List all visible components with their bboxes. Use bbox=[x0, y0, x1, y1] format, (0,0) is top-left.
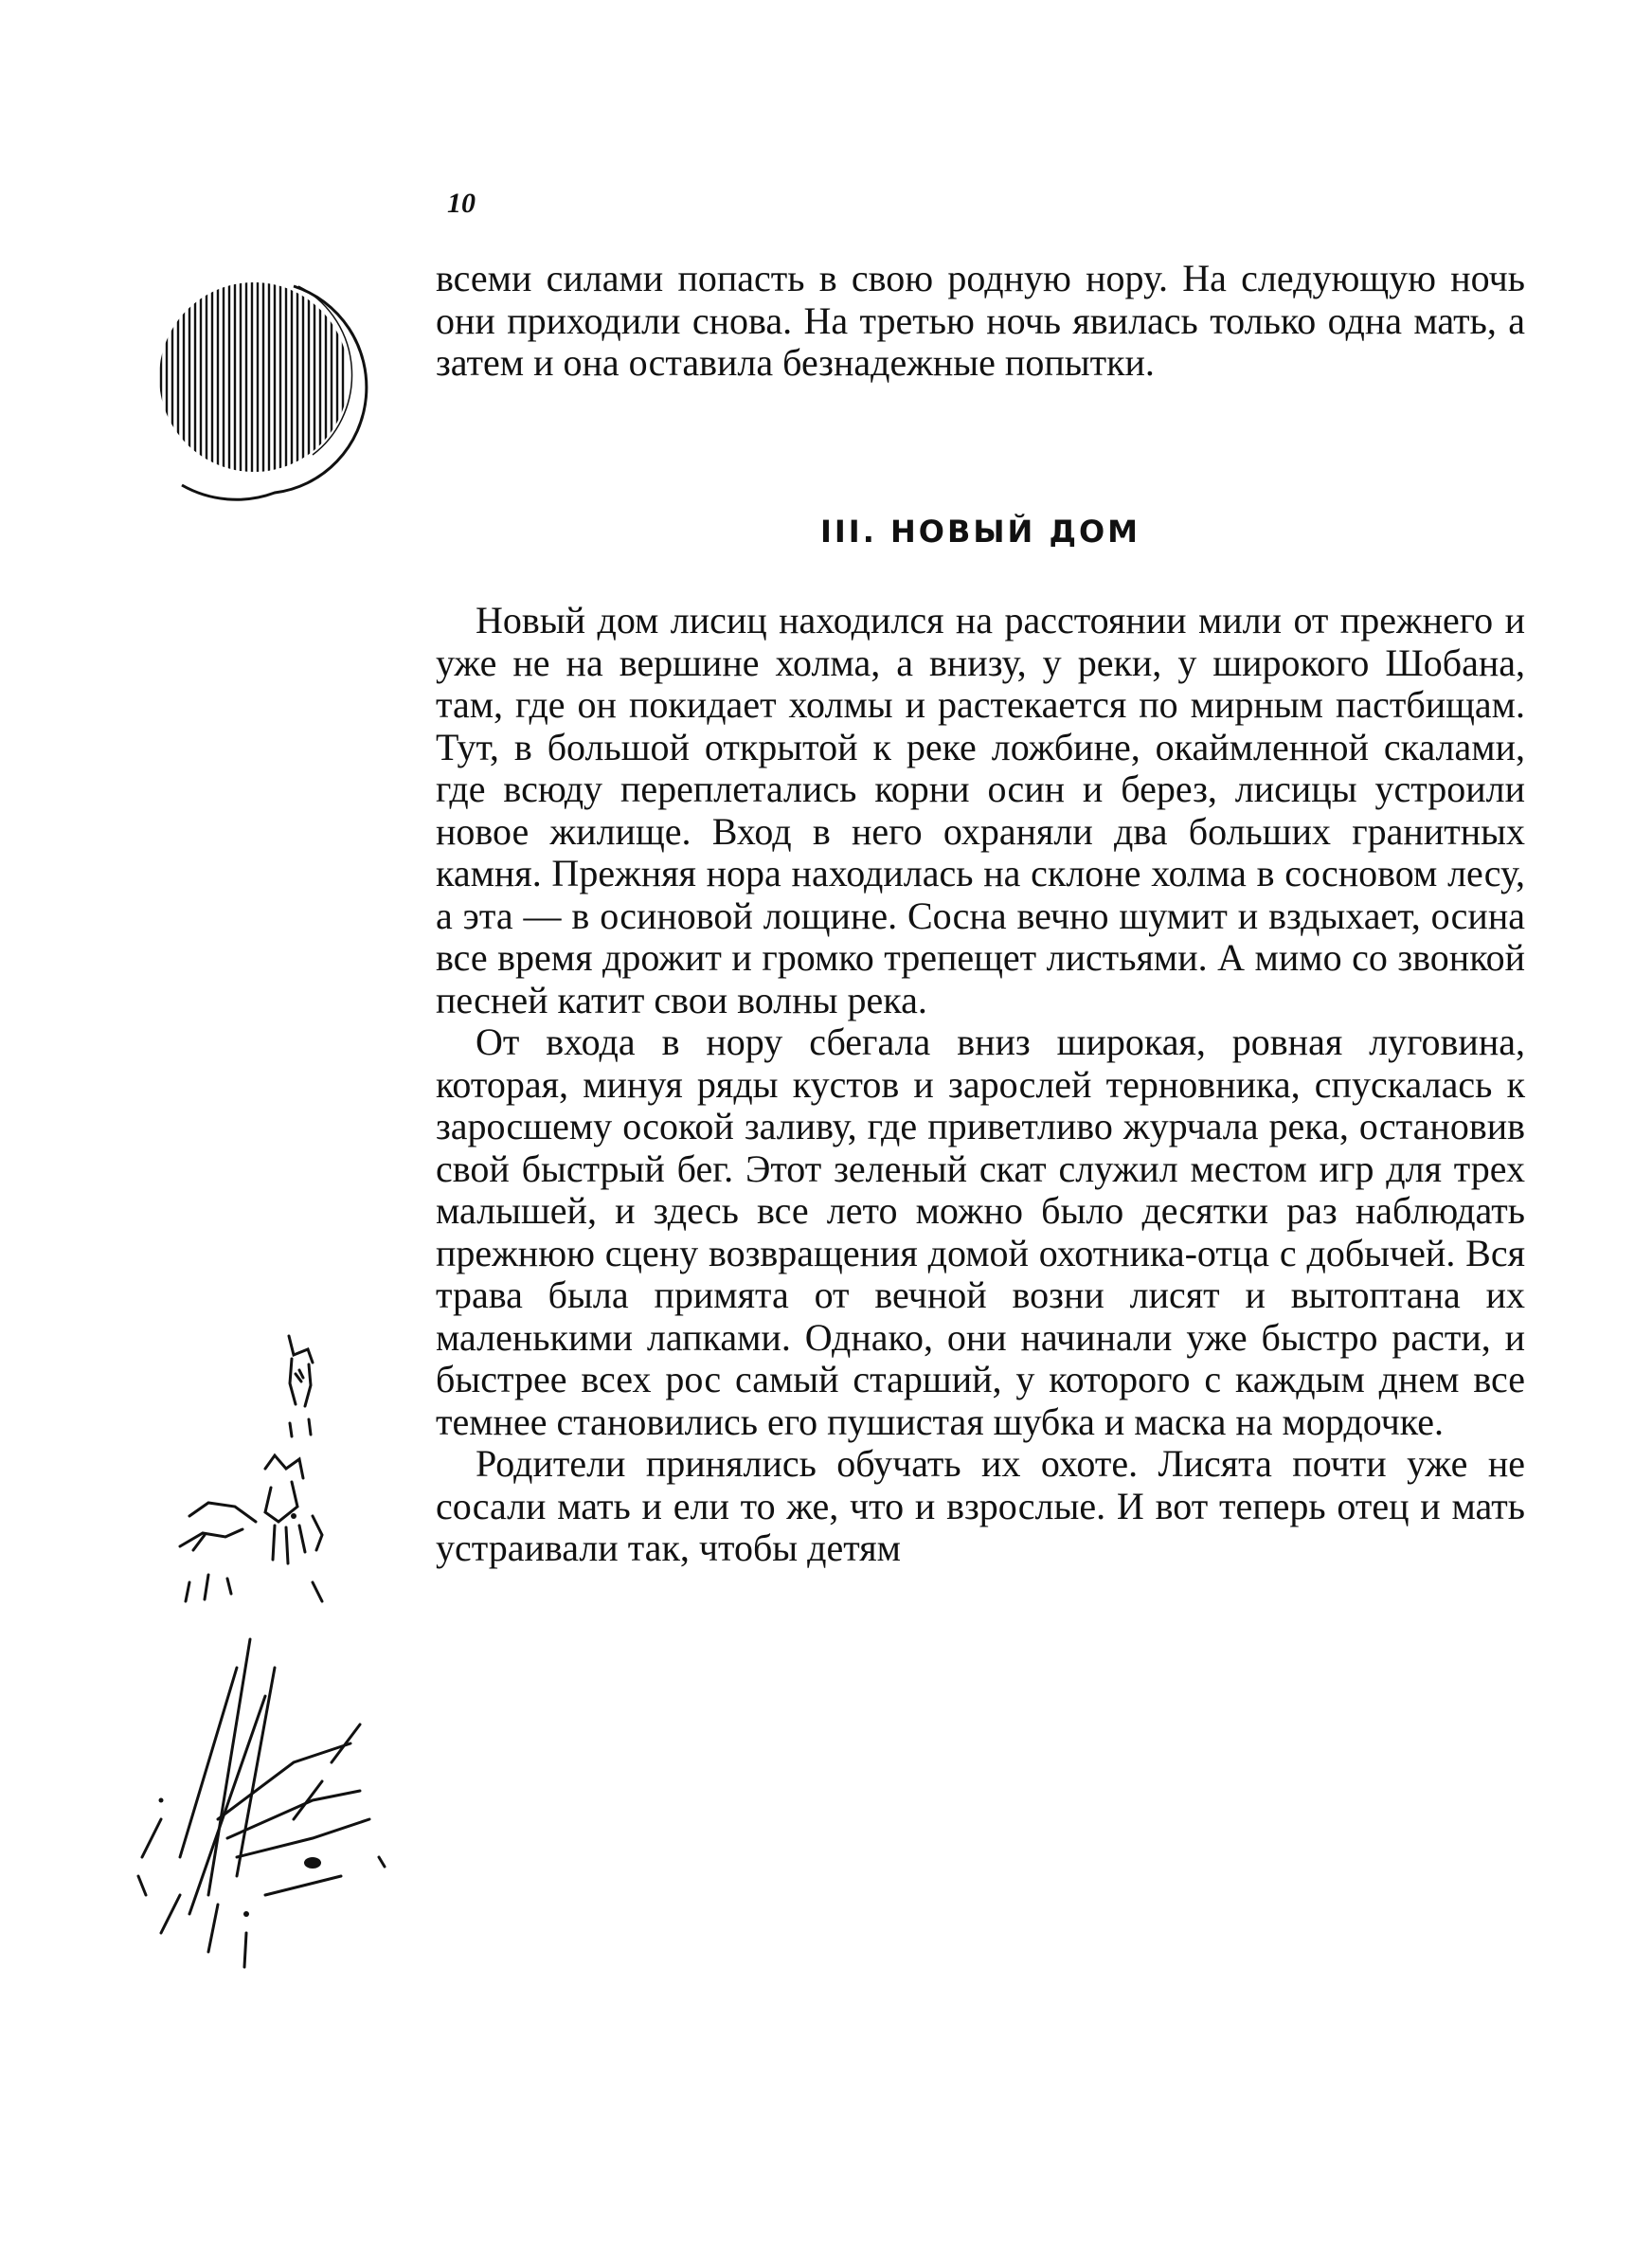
chapter-paragraph-1: Новый дом лисиц находился на расстоянии мили от прежнего и уже не на вершине холма, а внизу, у реки, у широкого Шобана, там, где он покидает холмы и растекается по мирным пастбищам. Тут, в большой открытой к реке ложбине, окаймленной скалами, где всюду переплетались корни осин и берез, лисицы устроили новое жилище. Вход в него охраняли два больших гранитных камня. Прежняя нора находилась на склоне холма в сосновом лесу, а эта — в осиновой лощине. Сосна вечно шумит и вздыхает, осина все время дрожит и громко трепещет листьями. А мимо со звонкой песней катит свои волны река. bbox=[436, 599, 1525, 1021]
crescent-moon-illustration bbox=[133, 265, 407, 540]
fox-cubs-in-grass-sketch bbox=[123, 1327, 407, 1971]
opening-paragraph-block bbox=[436, 258, 1525, 385]
page-number: 10 bbox=[447, 188, 476, 219]
chapter-paragraph-3: Родители принялись обучать их охоте. Лисята почти уже не сосали мать и ели то же, что и взрослые. И вот теперь отец и мать устраивали так, чтобы детям bbox=[436, 1442, 1525, 1569]
opening-paragraph: всеми силами попасть в свою родную нору. На следующую ночь они приходили снова. На третью ночь явилась только одна мать, а затем и она оставила безнадежные попытки. bbox=[436, 257, 1525, 384]
chapter-paragraph-2: От входа в нору сбегала вниз широкая, ровная луговина, которая, минуя ряды кустов и зарослей терновника, спускалась к заросшему осокой заливу, где приветливо журчала река, остановив свой быстрый бег. Этот зеленый скат служил местом игр для трех малышей, и здесь все лето можно было десятки раз наблюдать прежнюю сцену возвращения домой охотника-отца с добычей. Вся трава была примята от вечной возни лисят и вытоптана их маленькими лапками. Однако, они начинали уже быстро расти, и быстрее всех рос самый старший, у которого с каждым днем все темнее становились его пушистая шубка и маска на мордочке. bbox=[436, 1020, 1525, 1443]
chapter-heading: III. НОВЫЙ ДОМ bbox=[819, 514, 1140, 550]
chapter-body bbox=[436, 600, 1525, 1570]
